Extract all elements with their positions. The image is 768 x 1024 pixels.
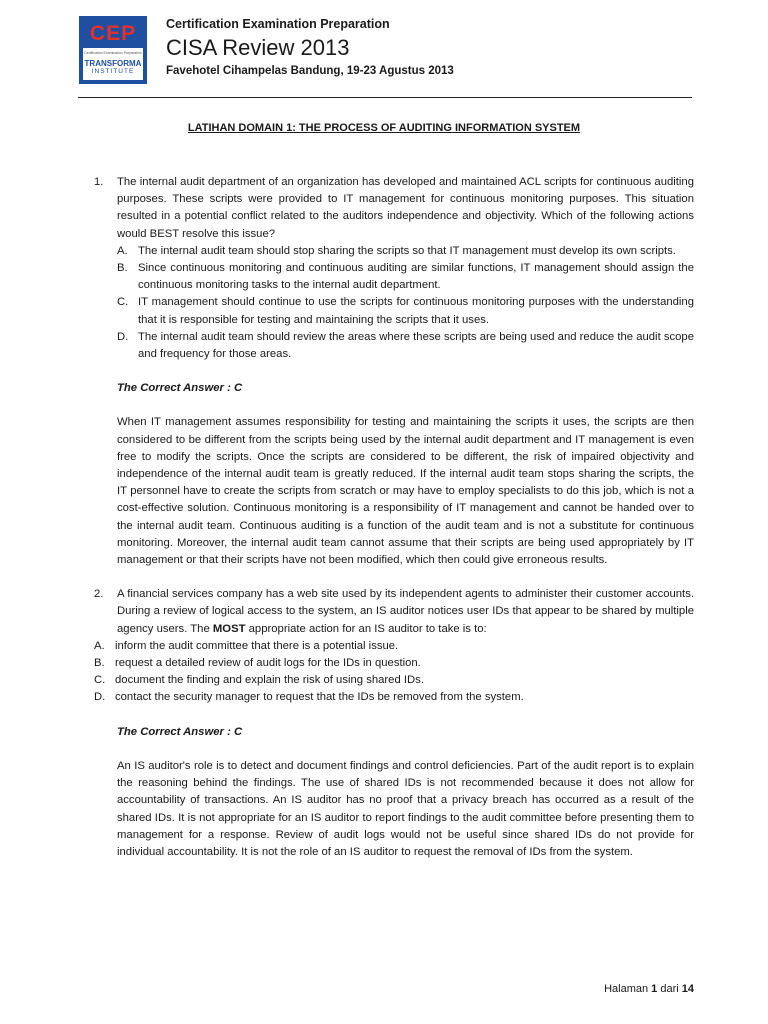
- option-text: request a detailed review of audit logs for the IDs in question.: [115, 657, 421, 670]
- option-text: The internal audit team should review the areas where these scripts are being used and reduce the audit scope and frequency for those areas.: [138, 330, 694, 361]
- question-text: [117, 586, 694, 638]
- option-letter: D.: [94, 691, 106, 704]
- option-letter: D.: [117, 330, 129, 343]
- option-letter: C.: [117, 296, 129, 309]
- question-2-options: [94, 638, 694, 707]
- option-letter: A.: [94, 639, 105, 652]
- page-prefix: Halaman: [604, 983, 652, 995]
- logo-panel: [83, 20, 143, 80]
- correct-answer: The Correct Answer : C: [117, 725, 243, 738]
- header-title: CISA Review 2013: [166, 35, 350, 60]
- spacer: [94, 569, 694, 586]
- logo-small-text: Certification Examination Preparation: [84, 51, 142, 55]
- option-c: [94, 672, 694, 689]
- option-d: [117, 329, 694, 363]
- question-text-part: appropriate action for an IS auditor to take is to:: [245, 622, 487, 635]
- option-text: inform the audit committee that there is a potential issue.: [115, 639, 399, 652]
- header-location: Favehotel Cihampelas Bandung, 19-23 Agustus 2013: [166, 65, 454, 77]
- question-list: [94, 174, 694, 861]
- logo-top-band: [83, 20, 143, 48]
- option-text: Since continuous monitoring and continuous auditing are similar functions, IT management should assign the continuous monitoring tasks to the internal audit department.: [138, 262, 694, 292]
- option-text: The internal audit team should stop sharing the scripts so that IT management must develop its own scripts.: [138, 244, 676, 257]
- logo-brand-sub: INSTITUTE: [91, 68, 135, 75]
- answer-explanation: When IT management assumes responsibility for testing and maintaining the scripts it uses, the scripts are then considered to be different from the scripts being used by the internal audit department and IT management is even free to modify the scripts. Once the scripts are considered to be different, the risk of impaired objectivity and independence of the internal audit team is greatly reduced. If the internal audit team stops sharing the scripts, the IT personnel have to create the scripts from scratch or may have to employ specialists to do this job, which is not a cost-effective solution. Continuous monitoring is a responsibility of IT management and cannot be handed over to the internal audit team. Continuous auditing is a function of the audit team and is not a substitute for continuous monitoring. Moreover, the internal audit team cannot assume that their scripts are being used appropriately by IT management or that their scripts have not been modified, which then could give erroneous results.: [117, 416, 694, 567]
- page-current: 1: [651, 983, 658, 995]
- answer-explanation: An IS auditor's role is to detect and document findings and control deficiencies. Part of the audit report is to explain the reasoning behind the findings. The use of shared IDs is not recommended because it does not allow for accountability of transactions. An IS auditor has no proof that a privacy breach has occurred as a result of the shared IDs. It is not appropriate for an IS auditor to report findings to the audit committee before presenting them to management for a response. Review of audit logs would not be useful since shared IDs do not provide for individual accountability. It is not the role of an IS auditor to request the removal of IDs from the system.: [117, 759, 694, 858]
- question-number: 2.: [94, 588, 104, 601]
- cep-logo: [79, 16, 147, 84]
- logo-brand: TRANSFORMA: [84, 59, 142, 68]
- option-text: IT management should continue to use the scripts for continuous monitoring purposes with the understanding that it is responsible for testing and maintaining the scripts that it uses.: [138, 296, 694, 326]
- option-c: [117, 294, 694, 328]
- header-divider: [78, 97, 692, 98]
- option-text: document the finding and explain the risk of using shared IDs.: [115, 674, 424, 687]
- page-middle: dari: [657, 983, 682, 995]
- domain-title: LATIHAN DOMAIN 1: THE PROCESS OF AUDITING INFORMATION SYSTEM: [187, 122, 581, 134]
- logo-text: CEP: [89, 22, 137, 45]
- option-b: [117, 260, 694, 294]
- question-2: [94, 586, 694, 638]
- option-letter: B.: [117, 262, 128, 275]
- question-1-options: [117, 243, 694, 363]
- option-b: [94, 655, 694, 672]
- question-text-part: A financial services company has a web site used by its independent agents to administer their customer accounts. During a review of logical access to the system, an IS auditor notices user IDs that appear to be shared by multiple agency users. The: [117, 588, 694, 635]
- question-1: [94, 174, 694, 243]
- page-total: 14: [681, 983, 694, 995]
- option-letter: B.: [94, 657, 105, 670]
- question-number: 1.: [94, 176, 104, 188]
- correct-answer: The Correct Answer : C: [117, 382, 243, 395]
- page-number: [604, 983, 694, 995]
- option-letter: C.: [94, 674, 106, 687]
- option-a: [94, 638, 694, 655]
- option-d: [94, 689, 694, 706]
- header-subtitle: Certification Examination Preparation: [166, 17, 390, 31]
- question-emphasis: MOST: [212, 622, 246, 635]
- option-text: contact the security manager to request that the IDs be removed from the system.: [115, 691, 524, 704]
- question-text: The internal audit department of an organization has developed and maintained ACL scripts for continuous auditing purposes. These scripts were provided to IT management for continuous monitoring purposes. This situation resulted in a potential conflict related to the auditors independence and objectivity. Which of the following actions would BEST resolve this issue?: [117, 176, 694, 240]
- option-letter: A.: [117, 244, 128, 257]
- option-a: [117, 243, 694, 260]
